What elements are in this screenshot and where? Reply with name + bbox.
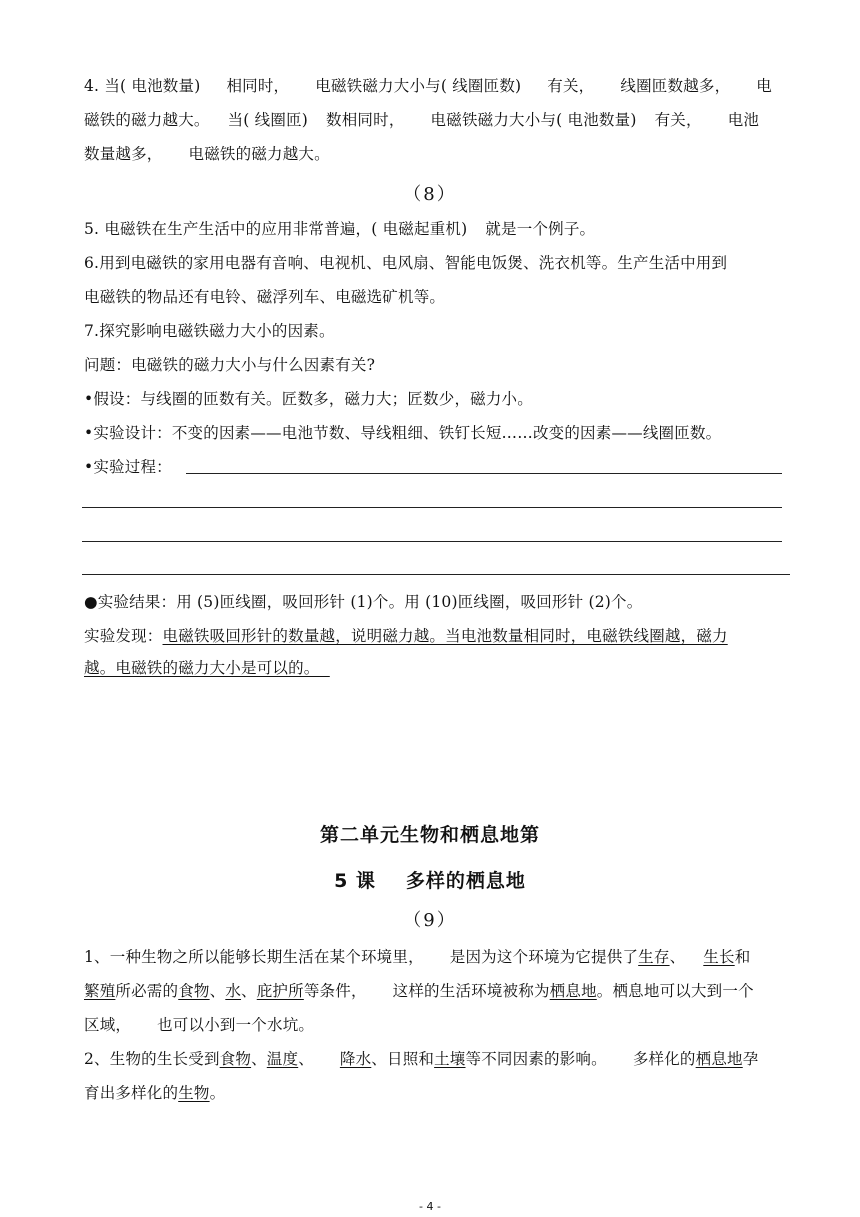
experiment-finding-line2: 越。电磁铁的磁力大小是可以的。: [84, 659, 320, 677]
lesson-title: 5 课 多样的栖息地: [334, 870, 526, 892]
experiment-finding-line1: 实验发现：电磁铁吸回形针的数量越，说明磁力越。当电池数量相同时，电磁铁线圈越，磁力: [84, 627, 728, 645]
item6-line2: 电磁铁的物品还有电铃、磁浮列车、电磁选矿机等。: [84, 288, 446, 306]
unit-title: 第二单元生物和栖息地第: [319, 824, 540, 846]
item7-question: 问题：电磁铁的磁力大小与什么因素有关?: [84, 356, 376, 374]
p1-line3: 区域， 也可以小到一个水坑。: [84, 1016, 315, 1034]
p2-line2: 育出多样化的生物。: [84, 1084, 226, 1102]
item7-process-label: •实验过程：: [84, 458, 172, 476]
p1-line1: 1、一种生物之所以能够长期生活在某个环境里， 是因为这个环境为它提供了生存、 生长和: [84, 948, 751, 966]
experiment-result: ●实验结果：用 (5)匝线圈，吸回形针 (1)个。用 (10)匝线圈，吸回形针 (2)个。: [84, 593, 643, 611]
fill-in-line-3: [82, 541, 782, 542]
fill-in-line-1: [186, 473, 782, 474]
page-number: - 4 -: [419, 1200, 441, 1213]
p2-line1: 2、生物的生长受到食物、温度、 降水、日照和土壤等不同因素的影响。 多样化的栖息地孕: [84, 1050, 759, 1068]
item7-hypothesis: •假设：与线圈的匝数有关。匠数多，磁力大；匠数少，磁力小。: [84, 390, 533, 408]
fill-in-line-4: [82, 574, 790, 575]
item6-line1: 6.用到电磁铁的家用电器有音响、电视机、电风扇、智能电饭煲、洗衣机等。生产生活中用到: [84, 254, 728, 272]
fill-in-line-2: [82, 507, 782, 508]
item4-line1: 4. 当( 电池数量) 相同时， 电磁铁磁力大小与( 线圈匝数) 有关， 线圈匝数越多， 电: [84, 77, 772, 95]
section-number-8: （8）: [403, 184, 457, 205]
section-number-9: （9）: [403, 910, 457, 931]
item7-title: 7.探究影响电磁铁磁力大小的因素。: [84, 322, 335, 340]
item4-line3: 数量越多， 电磁铁的磁力越大。: [84, 145, 330, 163]
item5-line: 5. 电磁铁在生产生活中的应用非常普遍，( 电磁起重机) 就是一个例子。: [84, 220, 596, 238]
item4-line2: 磁铁的磁力越大。 当( 线圈匝) 数相同时， 电磁铁磁力大小与( 电池数量) 有关， 电池: [84, 111, 760, 129]
item7-design: •实验设计：不变的因素——电池节数、导线粗细、铁钉长短……改变的因素——线圈匝数。: [84, 424, 722, 442]
p1-line2: 繁殖所必需的食物、水、庇护所等条件， 这样的生活环境被称为栖息地。栖息地可以大到一个: [84, 982, 754, 1000]
